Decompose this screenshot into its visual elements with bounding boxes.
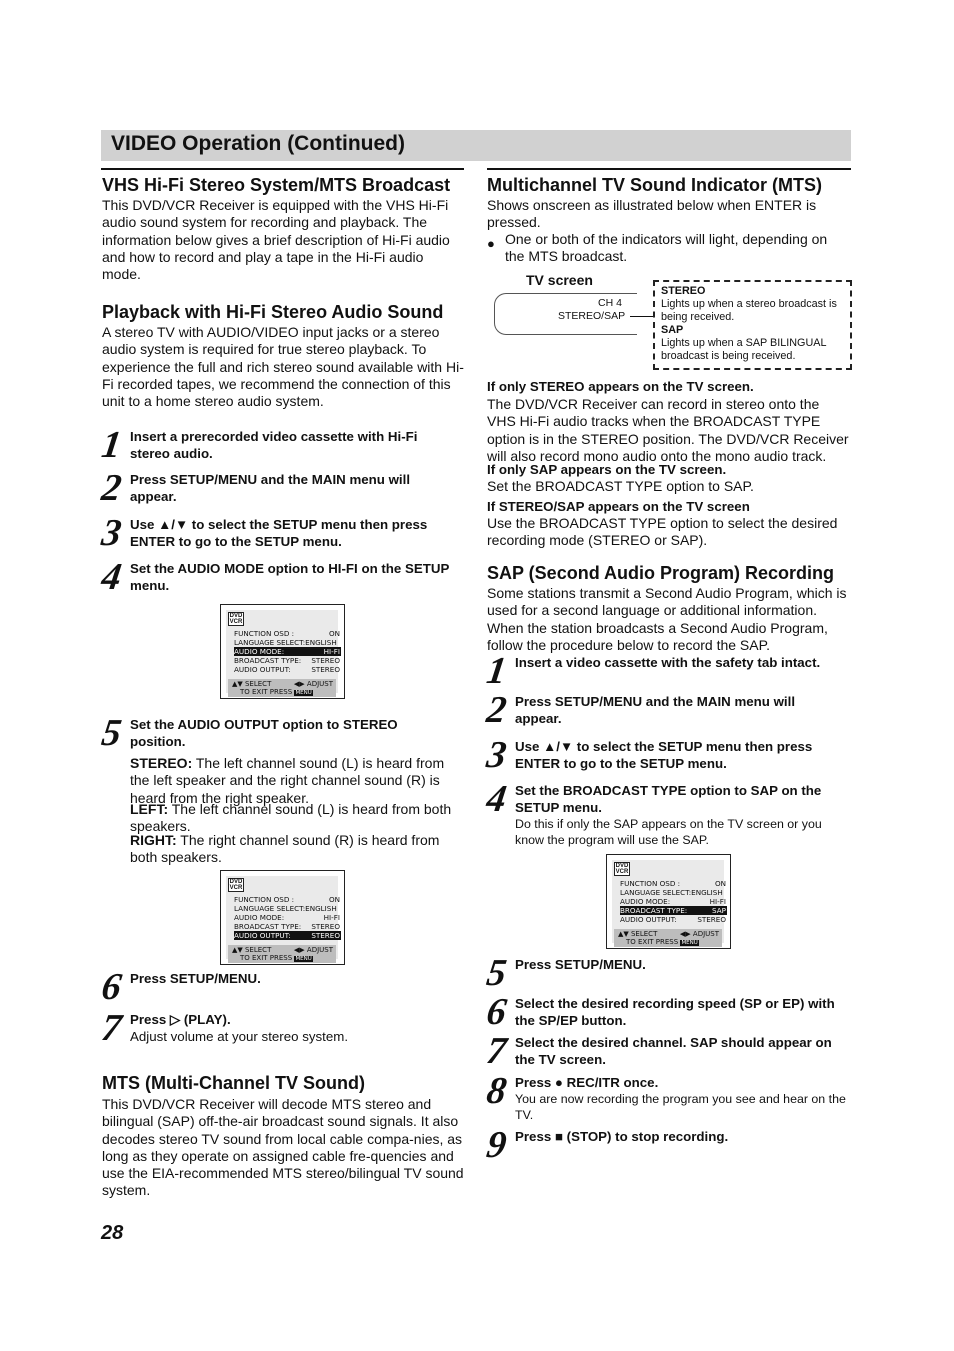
step-number: 3 (99, 512, 124, 554)
step-number: 8 (484, 1070, 509, 1112)
playback-heading: Playback with Hi-Fi Stereo Audio Sound (102, 302, 444, 322)
step-subtext: You are now recording the program you see and hear on the TV. (515, 1092, 846, 1122)
osd-row-audio-output: AUDIO OUTPUT: STEREO (234, 931, 340, 940)
osd-row-function-osd: FUNCTION OSD : ON (234, 629, 340, 638)
pointer-line (630, 316, 654, 317)
stereo-sap-text: Use the BROADCAST TYPE option to select the desired recording mode (STEREO or SAP). (487, 515, 838, 549)
osd-panel (226, 876, 340, 962)
step-text: Use ▲/▼ to select the SETUP menu then press ENTER to go to the SETUP menu. (515, 739, 813, 772)
step-text: Set the AUDIO MODE option to HI-FI on the SETUP menu. (130, 561, 450, 594)
step-number: 5 (484, 952, 509, 994)
osd-screen-audio-mode (220, 604, 345, 699)
osd-screen-broadcast-type (606, 854, 731, 949)
step5-left-note: LEFT: The left channel sound (L) is heard from both speakers. (130, 801, 452, 835)
osd-footer: ▲▼ SELECT ◀▶ ADJUST TO EXIT PRESS MENU (228, 679, 336, 697)
page-title-bar (101, 130, 851, 161)
right-column-rule (487, 168, 851, 170)
mts-body: This DVD/VCR Receiver will decode MTS stereo and bilingual (SAP) off-the-air broadcast sound signals. It also decodes stereo TV sound from local cable compa-nies, as long as they operate on assigned cable fre-quencies and use the EIA-recommended MTS stereo/bilingual TV sound system. (102, 1096, 464, 1199)
hifi-body: This DVD/VCR Receiver is equipped with the VHS Hi-Fi audio sound system for recording and playback. The information below gives a brief description of Hi-Fi audio and how to record and play a tape in the Hi-Fi audio mode. (102, 197, 450, 283)
step-number: 1 (484, 650, 509, 692)
osd-row-language: LANGUAGE SELECT:ENGLISH (234, 904, 337, 913)
mts-indicator-body: Shows onscreen as illustrated below when ENTER is pressed. (487, 197, 817, 231)
dvd-vcr-logo-icon: DVD VCR (229, 879, 243, 891)
bullet-icon: ● (487, 236, 495, 251)
legend-stereo-title: STEREO (661, 285, 706, 297)
step-text: Press SETUP/MENU and the MAIN menu will appear. (130, 472, 411, 505)
step-number: 7 (484, 1030, 509, 1072)
step5-stereo-note: STEREO: The left channel sound (L) is heard from the left speaker and the right channel sound (R) is heard from the right speaker. (130, 755, 445, 806)
mts-indicator-heading: Multichannel TV Sound Indicator (MTS) (487, 175, 822, 195)
step-number: 5 (99, 712, 124, 754)
step-subtext: Do this if only the SAP appears on the TV screen or you know the program will use the SAP. (515, 817, 822, 847)
osd-row-language: LANGUAGE SELECT:ENGLISH (234, 638, 337, 647)
only-sap-text: Set the BROADCAST TYPE option to SAP. (487, 478, 754, 494)
tv-channel: CH 4 (598, 297, 622, 309)
page-number: 28 (101, 1222, 124, 1244)
osd-row-audio-output: AUDIO OUTPUT: STEREO (620, 915, 726, 924)
osd-row-broadcast-type: BROADCAST TYPE: STEREO (234, 656, 340, 665)
step-text: Insert a video cassette with the safety tab intact. (515, 655, 821, 670)
step-text: Select the desired channel. SAP should appear on the TV screen. (515, 1035, 832, 1068)
step-text: Set the BROADCAST TYPE option to SAP on the SETUP menu. (515, 783, 822, 816)
legend-stereo-text: Lights up when a stereo broadcast is being received. (661, 298, 837, 323)
step-number: 4 (99, 556, 124, 598)
osd-row-function-osd: FUNCTION OSD : ON (234, 895, 340, 904)
step-text: Press ■ (STOP) to stop recording. (515, 1129, 729, 1144)
step-number: 2 (484, 689, 509, 731)
dvd-vcr-logo-icon: DVD VCR (615, 863, 629, 875)
legend-sap-title: SAP (661, 324, 684, 336)
tv-screen-label: TV screen (526, 272, 593, 288)
step-text: Select the desired recording speed (SP or EP) with the SP/EP button. (515, 996, 835, 1029)
osd-row-function-osd: FUNCTION OSD : ON (620, 879, 726, 888)
step-text: Set the AUDIO OUTPUT option to STEREO position. (130, 717, 398, 750)
step-number: 7 (99, 1007, 124, 1049)
sap-body: Some stations transmit a Second Audio Program, which is used for a second language or additional information. When the station broadcasts a Second Audio Program, follow the procedure below to record the SAP. (487, 585, 847, 653)
stereo-sap-heading: If STEREO/SAP appears on the TV screen (487, 499, 750, 514)
only-sap-heading: If only SAP appears on the TV screen. (487, 462, 727, 477)
osd-row-broadcast-type: BROADCAST TYPE: STEREO (234, 922, 340, 931)
osd-panel (226, 610, 340, 696)
osd-row-audio-mode: AUDIO MODE: HI-FI (234, 647, 340, 656)
osd-row-audio-mode: AUDIO MODE: HI-FI (620, 897, 726, 906)
mts-indicator-bullet: One or both of the indicators will light, depending on the MTS broadcast. (505, 231, 828, 265)
osd-row-audio-output: AUDIO OUTPUT: STEREO (234, 665, 340, 674)
step-text: Press SETUP/MENU and the MAIN menu will appear. (515, 694, 796, 727)
osd-row-audio-mode: AUDIO MODE: HI-FI (234, 913, 340, 922)
step-number: 6 (99, 966, 124, 1008)
only-stereo-heading: If only STEREO appears on the TV screen. (487, 379, 754, 394)
step-text: Press SETUP/MENU. (130, 971, 261, 986)
step-number: 2 (99, 467, 124, 509)
step-text: Use ▲/▼ to select the SETUP menu then press ENTER to go to the SETUP menu. (130, 517, 428, 550)
step-number: 4 (484, 778, 509, 820)
step-number: 6 (484, 991, 509, 1033)
legend-sap-text: Lights up when a SAP BILINGUAL broadcast is being received. (661, 337, 827, 362)
step-subtext: Adjust volume at your stereo system. (130, 1029, 349, 1044)
tv-stereo-sap: STEREO/SAP (558, 310, 626, 322)
dvd-vcr-logo-icon: DVD VCR (229, 613, 243, 625)
step-number: 3 (484, 734, 509, 776)
mts-heading: MTS (Multi-Channel TV Sound) (102, 1073, 365, 1093)
only-stereo-text: The DVD/VCR Receiver can record in stereo onto the VHS Hi-Fi audio tracks when the BROADCAST TYPE option is in the STEREO position. The DVD/VCR Receiver will also record mono audio onto the mono audio track. (487, 396, 849, 464)
step-number: 1 (99, 424, 124, 466)
hifi-heading: VHS Hi-Fi Stereo System/MTS Broadcast (102, 175, 451, 195)
page-title: VIDEO Operation (Continued) (111, 132, 405, 155)
osd-screen-audio-output (220, 870, 345, 965)
step-text: Press SETUP/MENU. (515, 957, 646, 972)
left-column-rule (101, 168, 464, 170)
step-text: Press ● REC/ITR once. (515, 1075, 659, 1090)
osd-footer: ▲▼ SELECT ◀▶ ADJUST TO EXIT PRESS MENU (228, 945, 336, 963)
osd-row-broadcast-type: BROADCAST TYPE: SAP (620, 906, 726, 915)
osd-footer: ▲▼ SELECT ◀▶ ADJUST TO EXIT PRESS MENU (614, 929, 722, 947)
step-text: Insert a prerecorded video cassette with Hi-Fi stereo audio. (130, 429, 418, 462)
step-text: Press ▷ (PLAY). (130, 1012, 231, 1027)
osd-panel (612, 860, 726, 946)
sap-heading: SAP (Second Audio Program) Recording (487, 563, 835, 583)
osd-row-language: LANGUAGE SELECT:ENGLISH (620, 888, 723, 897)
step-number: 9 (484, 1124, 509, 1166)
playback-body: A stereo TV with AUDIO/VIDEO input jacks or a stereo audio system is required for true stereo playback. To experience the full and rich stereo sound available with Hi-Fi recorded tapes, we recommend the connection of this unit to a home stereo audio system. (102, 324, 464, 410)
step5-right-note: RIGHT: The right channel sound (R) is heard from both speakers. (130, 832, 440, 866)
